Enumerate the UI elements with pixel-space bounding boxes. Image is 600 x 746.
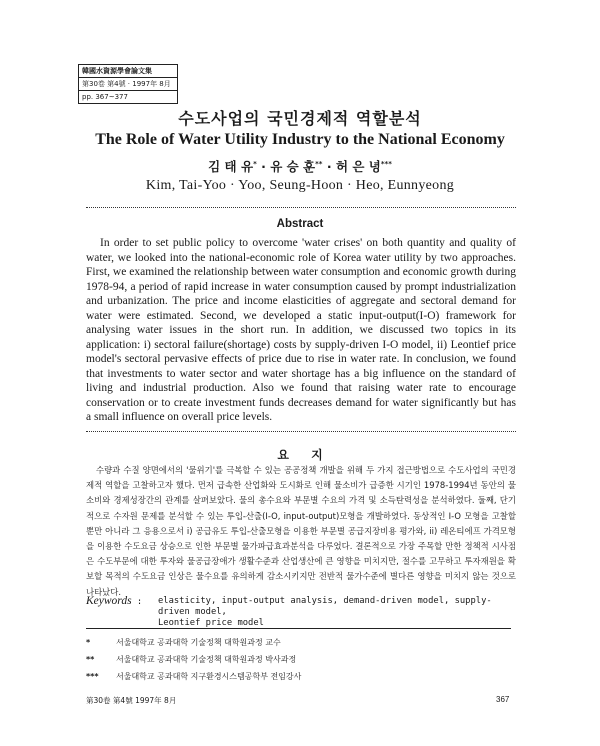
footer-journal-issue: 第30卷 第4號 1997年 8月: [86, 696, 177, 705]
page-number: 367: [496, 695, 510, 704]
footnote-mark: **: [86, 655, 95, 664]
journal-volume-issue: 第30卷 第4號 · 1997年 8月: [79, 78, 177, 91]
author-mark: ***: [380, 159, 392, 168]
footnote-rule: [86, 628, 511, 629]
journal-pages: pp. 367~377: [82, 93, 128, 101]
footnote-mark: *: [86, 638, 91, 647]
keywords-separator: :: [136, 597, 143, 607]
dotted-divider: [86, 431, 516, 432]
footnote-mark: ***: [86, 672, 99, 681]
abstract-heading: Abstract: [276, 218, 324, 230]
footnotes: [86, 634, 516, 685]
author-name: 허 은 녕: [335, 159, 381, 174]
title-korean: 수도사업의 국민경제적 역할분석: [178, 109, 422, 128]
keywords-block: [86, 596, 516, 629]
summary-heading: 요 지: [277, 448, 323, 462]
dotted-divider: [86, 207, 516, 208]
abstract-text: In order to set public policy to overcome 'water crises' on both quantity and quality of water, we looked into the national-economic role of Korea water utility by two approaches. First, we examined the relationship between water consumption and economic growth during 1978-94, a period of rapid increase in water consumption caused by prompt industrialization and urbanization. The price and income elasticities of aggregate and sectoral demand for water were estimated. Second, we developed a static input-output(I-O) framework for analysing water issues in the short run. In addition, we discussed two topics in its application: i) sectoral failure(shortage) costs by supply-driven I-O model, ii) Leontief price model's sectoral pervasive effects of price due to rise in water rate. In conclusion, we found that investments to water sector and water shortage has a big influence on the standard of living and industrial production. Also we found that raising water rate to encourage conservation or to create investment funds decreases demand for water significantly but has a small influence on overall price levels.: [86, 237, 516, 423]
journal-info-box: [78, 64, 178, 104]
author-mark: *: [253, 159, 257, 168]
summary-text: 수량과 수질 양면에서의 '물위기'를 극복할 수 있는 공공정책 개발을 위해 두 가지 접근방법으로 수도사업의 국민경제적 역할을 고찰하고자 했다. 먼저 급속한 산업화와 도시화로 인해 물소비가 급증한 시기인 1978-1994년 동안의 물소비와 경제성장간의 관계를 살펴보았다. 물의 총수요와 부문별 수요의 가격 및 소득탄력성을 분석하였다. 둘째, 단기적으로 수자원 문제를 분석할 수 있는 투입-산출(I-O, input-output)모형을 개발하였다. 동상적인 I-O 모형을 고찰할 뿐만 아니라 그 응용으로서 i) 공급유도 투입-산출모형을 이용한 부문별 공급지장비용 평가와, ii) 레온티에프 가격모형을 이용한 수도요금 상승으로 인한 부문별 물가파급효과분석을 다루었다. 결론적으로 가장 주목할 만한 정책적 시사점은 수도부문에 대한 투자와 물공급장애가 생활수준과 산업생산에 큰 영향을 미치지만, 절수를 고무하고 투자재원을 확보할 목적의 수도요금 인상은 물수요를 유의하게 감소시키지만 전반적 물가수준에 별다른 영향을 미치지 않는 것으로 나타났다.: [86, 465, 516, 597]
footnote-item: [86, 668, 516, 685]
author-separator: ·: [261, 159, 266, 174]
author-name: 김 태 유: [208, 159, 254, 174]
keywords-line: elasticity, input-output analysis, demand-driven model, supply-driven model,: [158, 596, 492, 617]
footnote-text: 서울대학교 공과대학 기술정책 대학원과정 박사과정: [116, 655, 297, 664]
keywords-line: Leontief price model: [158, 618, 264, 628]
journal-name: 韓國水資源學會論文集: [79, 65, 177, 78]
author-name: 유 승 훈: [270, 159, 316, 174]
title-english: The Role of Water Utility Industry to the National Economy: [95, 131, 505, 148]
footnote-text: 서울대학교 공과대학 지구환경시스템공학부 전임강사: [116, 672, 302, 681]
authors-korean: [0, 157, 600, 175]
footnote-item: [86, 651, 516, 668]
author-separator: ·: [326, 159, 332, 174]
footnote-text: 서울대학교 공과대학 기술정책 대학원과정 교수: [116, 638, 281, 647]
authors-english: Kim, Tai-Yoo · Yoo, Seung-Hoon · Heo, Eunnyeong: [145, 178, 455, 193]
footnote-item: [86, 634, 516, 651]
author-mark: **: [315, 159, 323, 168]
keywords-label: Keywords: [86, 595, 132, 607]
